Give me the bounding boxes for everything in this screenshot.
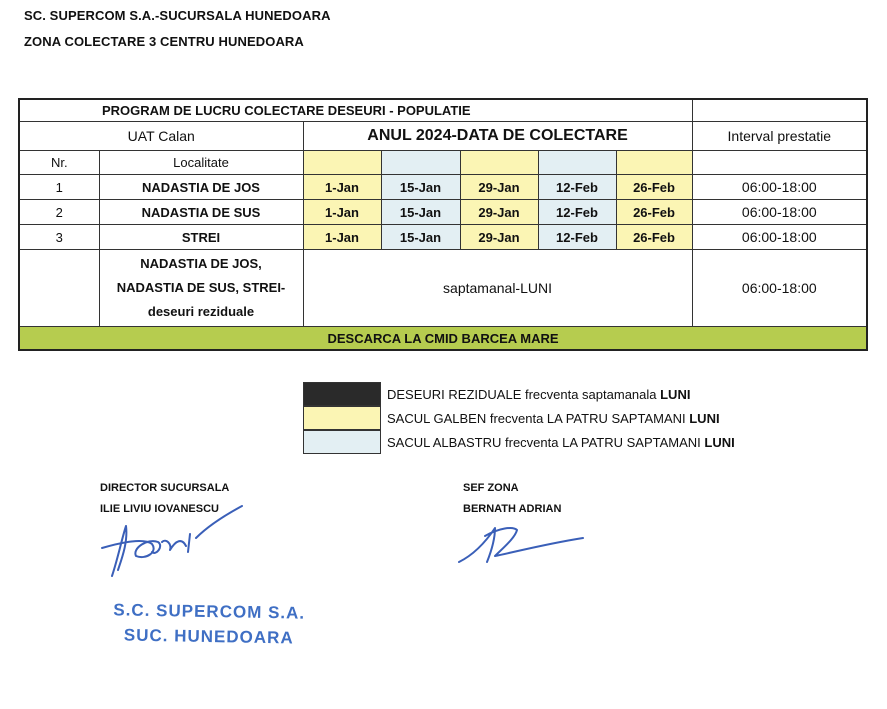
residual-line: deseuri reziduale (147, 304, 255, 319)
legend-text: DESEURI REZIDUALE frecventa saptamanala LUNI (387, 386, 691, 402)
row-number: 2 (19, 200, 99, 225)
legend-text: SACUL ALBASTRU frecventa LA PATRU SAPTAMANI LUNI (387, 434, 735, 450)
date-header-cell (303, 151, 381, 175)
collection-date: 12-Feb (538, 225, 616, 250)
col-locality-header: Localitate (99, 151, 303, 175)
interval-header-cell (692, 151, 867, 175)
residual-localities (99, 250, 303, 327)
residual-line: NADASTIA DE SUS, STREI- (116, 280, 286, 295)
row-number: 3 (19, 225, 99, 250)
zone-header: ZONA COLECTARE 3 CENTRU HUNEDOARA (24, 34, 304, 49)
collection-date: 12-Feb (538, 175, 616, 200)
chief-title: SEF ZONA (463, 482, 519, 494)
chief-name: BERNATH ADRIAN (463, 503, 562, 515)
collection-date: 29-Jan (460, 225, 538, 250)
legend (303, 382, 735, 454)
residual-line: NADASTIA DE JOS, (140, 256, 262, 271)
discharge-note: DESCARCA LA CMID BARCEA MARE (19, 327, 867, 351)
row-number: 1 (19, 175, 99, 200)
date-header-cell (381, 151, 460, 175)
collection-date: 1-Jan (303, 200, 381, 225)
date-header-cell (460, 151, 538, 175)
legend-item (303, 382, 735, 406)
interval-heading: Interval prestatie (692, 122, 867, 151)
table-row (19, 225, 867, 250)
collection-date: 12-Feb (538, 200, 616, 225)
director-name: ILIE LIVIU IOVANESCU (100, 503, 219, 515)
collection-date: 15-Jan (381, 225, 460, 250)
row-interval: 06:00-18:00 (692, 175, 867, 200)
row-locality: STREI (99, 225, 303, 250)
collection-date: 26-Feb (616, 175, 692, 200)
legend-swatch-blue (303, 430, 381, 454)
title-empty-cell (692, 99, 867, 122)
legend-swatch-yellow (303, 406, 381, 430)
stamp-line: SUC. HUNEDOARA (123, 625, 294, 648)
table-title: PROGRAM DE LUCRU COLECTARE DESEURI - POPULATIE (19, 99, 692, 122)
table-row (19, 200, 867, 225)
residual-nr-cell (19, 250, 99, 327)
row-locality: NADASTIA DE JOS (99, 175, 303, 200)
collection-date: 15-Jan (381, 200, 460, 225)
col-nr-header: Nr. (19, 151, 99, 175)
company-stamp (104, 597, 315, 651)
collection-date: 29-Jan (460, 200, 538, 225)
row-interval: 06:00-18:00 (692, 200, 867, 225)
director-signature-icon (92, 498, 262, 588)
collection-date: 15-Jan (381, 175, 460, 200)
table-row (19, 175, 867, 200)
legend-swatch-residual (303, 382, 381, 406)
row-interval: 06:00-18:00 (692, 225, 867, 250)
date-header-cell (538, 151, 616, 175)
legend-item (303, 406, 735, 430)
residual-schedule: saptamanal-LUNI (303, 250, 692, 327)
date-header-cell (616, 151, 692, 175)
legend-item (303, 430, 735, 454)
director-title: DIRECTOR SUCURSALA (100, 482, 230, 494)
uat-label: UAT Calan (19, 122, 303, 151)
collection-schedule-table (18, 98, 868, 351)
company-header: SC. SUPERCOM S.A.-SUCURSALA HUNEDOARA (24, 8, 331, 23)
residual-row (19, 250, 867, 327)
collection-date: 29-Jan (460, 175, 538, 200)
year-heading: ANUL 2024-DATA DE COLECTARE (303, 122, 692, 151)
row-locality: NADASTIA DE SUS (99, 200, 303, 225)
residual-interval: 06:00-18:00 (692, 250, 867, 327)
chief-signature-icon (455, 520, 590, 570)
collection-date: 26-Feb (616, 200, 692, 225)
collection-date: 1-Jan (303, 175, 381, 200)
legend-text: SACUL GALBEN frecventa LA PATRU SAPTAMANI LUNI (387, 410, 720, 426)
collection-date: 1-Jan (303, 225, 381, 250)
collection-date: 26-Feb (616, 225, 692, 250)
stamp-line: S.C. SUPERCOM S.A. (113, 600, 306, 623)
